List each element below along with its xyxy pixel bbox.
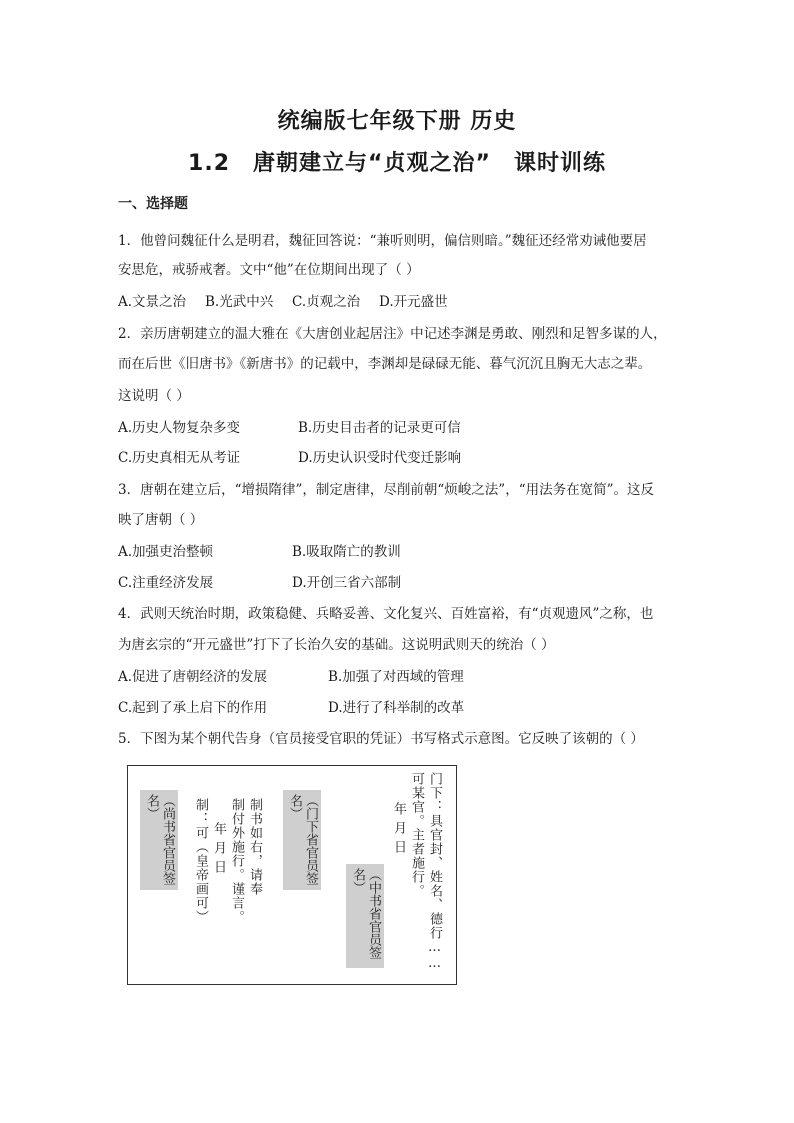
q3-option-a: A.加强吏治整顿 <box>118 544 214 560</box>
question-4-line-1: 4．武则天统治时期，政策稳健、兵略妥善、文化复兴、百姓富裕，有“贞观遗风”之称，也 <box>118 606 654 622</box>
zhishu-text-col-2: 制付外施行。谨言。 <box>229 798 244 924</box>
q2-option-d: D.历史认识受时代变迁影响 <box>298 450 462 466</box>
zhi-ke-col: 制：可（皇帝画可） <box>193 798 208 924</box>
q2-option-b: B.历史目击者的记录更可信 <box>298 420 461 436</box>
menxia-signature-box <box>283 790 321 890</box>
document-subtitle: 1.2 唐朝建立与“贞观之治” 课时训练 <box>188 151 606 176</box>
question-2-line-2: 而在后世《旧唐书》《新唐书》的记载中，李渊却是碌碌无能、暮气沉沉且胸无大志之辈。 <box>118 356 652 372</box>
document-title: 统编版七年级下册 历史 <box>277 109 517 134</box>
zhongshu-signature-label: （中书省官员签名） <box>350 868 381 959</box>
q4-option-a: A.促进了唐朝经济的发展 <box>118 669 268 685</box>
q1-option-d: D.开元盛世 <box>379 294 448 310</box>
zhishu-date-col: 年月日 <box>211 822 226 879</box>
q4-option-b: B.加强了对西域的管理 <box>328 669 464 685</box>
menxia-text-col-1: 门下：具官封、姓名、德行…… <box>427 772 442 972</box>
gaoshen-format-figure <box>127 765 457 985</box>
q2-option-c: C.历史真相无从考证 <box>118 450 241 466</box>
q1-option-c: C.贞观之治 <box>292 294 361 310</box>
q3-option-b: B.吸取隋亡的教训 <box>292 544 401 560</box>
menxia-date-col: 年月日 <box>391 802 406 859</box>
menxia-text-col-2: 可某官。主者施行。 <box>409 772 424 898</box>
zhishu-text-col-1: 制书如右，请奉 <box>247 798 262 896</box>
question-4-line-2: 为唐玄宗的“开元盛世”打下了长治久安的基础。这说明武则天的统治（ ） <box>118 637 555 653</box>
q3-option-d: D.开创三省六部制 <box>292 575 402 591</box>
q4-option-c: C.起到了承上启下的作用 <box>118 700 268 716</box>
q1-option-a: A.文景之治 <box>118 294 187 310</box>
question-1-line-1: 1．他曾问魏征什么是明君，魏征回答说：“兼听则明，偏信则暗。”魏征还经常劝诫他要居 <box>118 233 647 249</box>
shangshu-signature-label: （尚书省官员签名） <box>144 794 175 885</box>
shangshu-signature-box <box>140 790 178 890</box>
menxia-signature-label: （门下省官员签名） <box>287 794 318 885</box>
question-3-line-1: 3．唐朝在建立后，“增损隋律”，制定唐律，尽削前朝“烦峻之法”，“用法务在宽简”。这反 <box>118 482 654 498</box>
question-1-line-2: 安思危，戒骄戒奢。文中“他”在位期间出现了（ ） <box>118 262 420 278</box>
question-3-line-2: 映了唐朝（ ） <box>118 512 204 528</box>
q3-option-c: C.注重经济发展 <box>118 575 214 591</box>
q4-option-d: D.进行了科举制的改革 <box>328 700 465 716</box>
q1-option-b: B.光武中兴 <box>205 294 274 310</box>
question-5-line-1: 5．下图为某个朝代告身（官员接受官职的凭证）书写格式示意图。它反映了该朝的（ ） <box>118 731 644 747</box>
section-heading: 一、选择题 <box>118 196 188 212</box>
q2-option-a: A.历史人物复杂多变 <box>118 420 241 436</box>
question-2-line-1: 2．亲历唐朝建立的温大雅在《大唐创业起居注》中记述李渊是勇敢、刚烈和足智多谋的人， <box>118 326 667 342</box>
zhongshu-signature-box <box>346 864 384 968</box>
question-2-line-3: 这说明（ ） <box>118 388 190 404</box>
